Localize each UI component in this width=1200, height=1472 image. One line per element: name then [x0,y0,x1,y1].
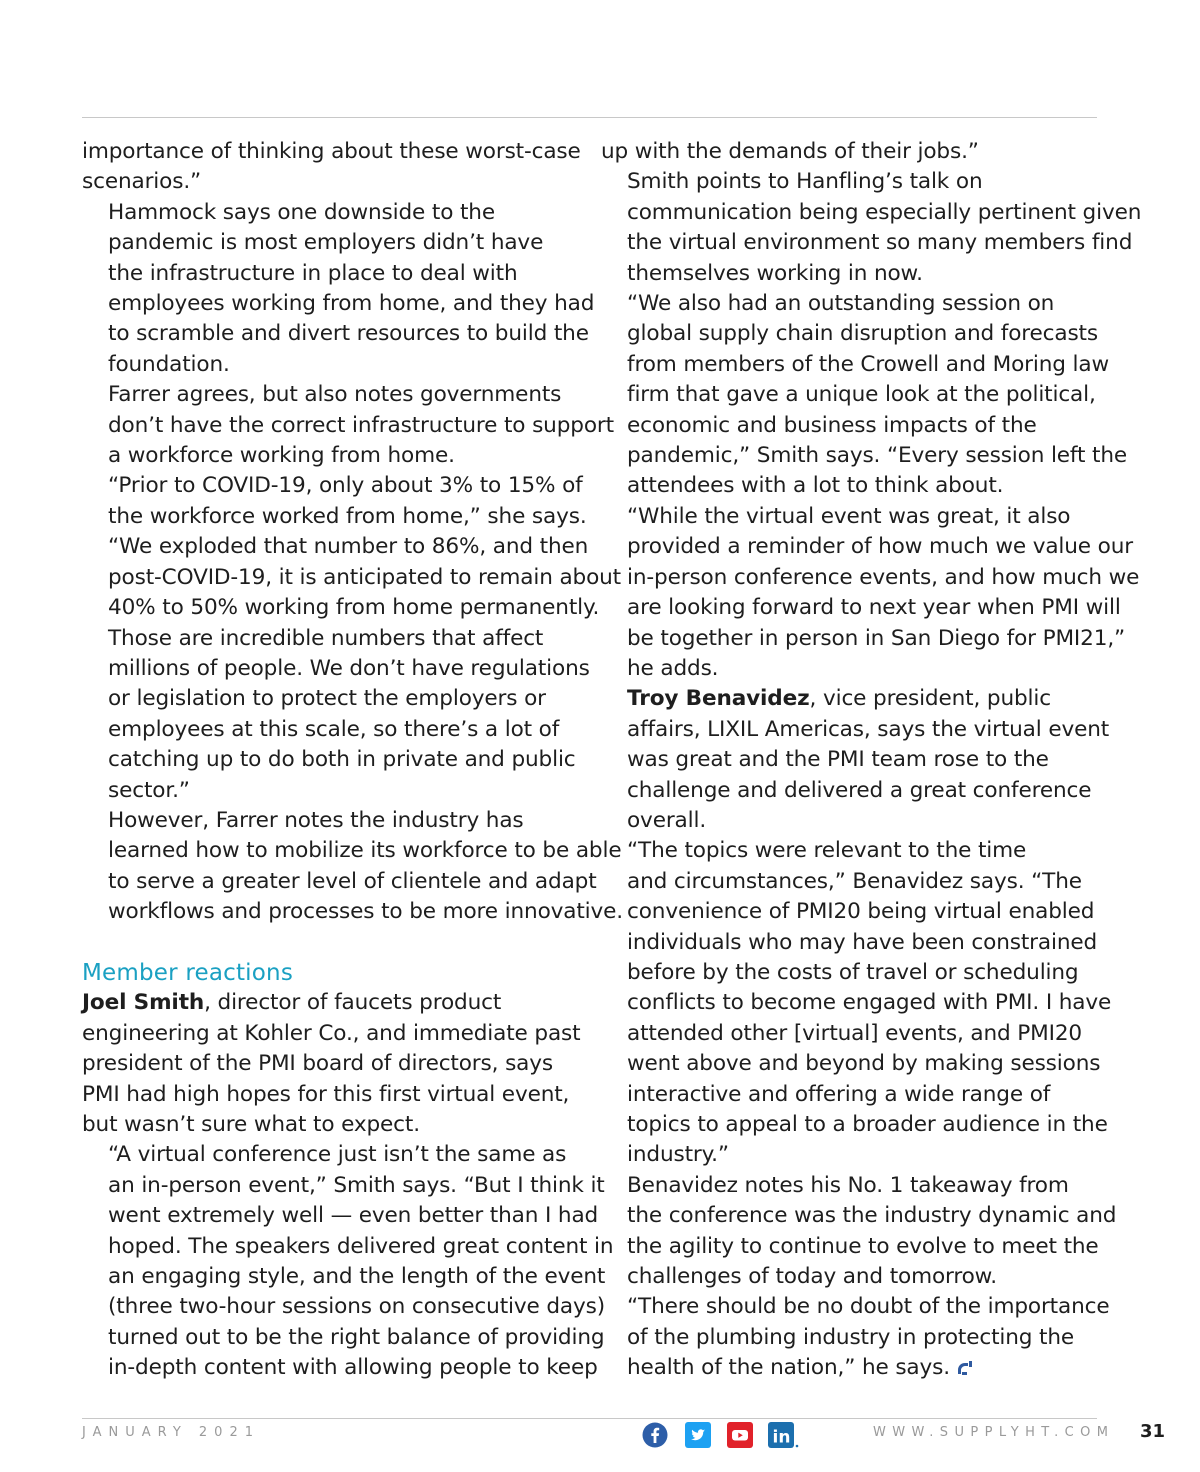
text-line: millions of people. We don’t have regulations [108,655,590,681]
person-name: Troy Benavidez [627,686,810,712]
paragraph [601,502,1140,684]
text-line-content: health of the nation,” he says. [627,1355,950,1381]
paragraph [601,1292,1110,1383]
text-line: importance of thinking about these worst-case [82,139,581,164]
text-line: affairs, LIXIL Americas, says the virtual event [627,716,1110,742]
text-line: turned out to be the right balance of providing [108,1324,605,1350]
text-line: don’t have the correct infrastructure to support [108,412,614,438]
text-line: sector.” [108,777,190,803]
text-line: communication being especially pertinent given [627,199,1142,225]
text-line: in-person conference events, and how much we [627,564,1140,590]
text-line: Benavidez notes his No. 1 takeaway from [627,1172,1069,1198]
text-line: was great and the PMI team rose to the [627,747,1049,773]
text-line: PMI had high hopes for this first virtual event, [82,1081,570,1107]
text-line: pandemic,” Smith says. “Every session left the [627,443,1128,469]
paragraph [82,380,614,471]
text-line: he adds. [627,655,719,681]
paragraph [82,471,622,805]
text-line: from members of the Crowell and Moring law [627,351,1109,377]
linkedin-icon[interactable] [768,1422,800,1448]
text-line: industry.” [627,1142,729,1168]
text-line: the agility to continue to evolve to meet the [627,1233,1099,1259]
paragraph [82,198,594,380]
text-line: Those are incredible numbers that affect [108,625,544,651]
text-line: scenarios.” [82,169,202,195]
text-line: engineering at Kohler Co., and immediate past [82,1020,581,1046]
text-line: the conference was the industry dynamic and [627,1203,1117,1229]
text-line: an in-person event,” Smith says. “But I think it [108,1172,605,1198]
paragraph [601,1171,1117,1293]
text-line: attended other [virtual] events, and PMI20 [627,1020,1083,1046]
text-line: (three two-hour sessions on consecutive days) [108,1294,605,1320]
text-line: “Prior to COVID-19, only about 3% to 15% of [108,473,583,499]
text-line: the workforce worked from home,” she says. [108,503,587,529]
twitter-icon[interactable] [685,1422,711,1448]
paragraph [601,167,1142,289]
text-line: “A virtual conference just isn’t the same as [108,1142,567,1168]
text-line: hoped. The speakers delivered great content in [108,1233,614,1259]
text-line: “The topics were relevant to the time [627,838,1027,864]
paragraph: Joel Smith, director of faucets product engineering at Kohler Co., and immediate past president of the PMI board of directors, says PMI had high hopes for this first virtual event, but wasn’t sure what to expect. [82,988,594,1140]
text-line: challenges of today and tomorrow. [627,1264,997,1290]
left-column [82,137,623,1384]
person-name: Joel Smith [82,990,205,1016]
text-line: catching up to do both in private and public [108,747,576,773]
svg-text:in: in [772,1427,791,1448]
text-line: to scramble and divert resources to build the [108,321,589,347]
text-line: firm that gave a unique look at the political, [627,382,1096,408]
paragraph: Troy Benavidez, vice president, public affairs, LIXIL Americas, says the virtual event was great and the PMI team rose to the challenge and delivered a great conference overall. [601,684,1101,836]
paragraph [82,1140,614,1383]
text-line: themselves working in now. [627,260,923,286]
text-line: topics to appeal to a broader audience in the [627,1112,1108,1137]
text-line: individuals who may have been constrained [627,929,1098,955]
issue-date: JANUARY 2021 [82,1425,260,1440]
text-line: employees at this scale, so there’s a lot of [108,716,560,742]
paragraph [601,137,1101,167]
text-line: or legislation to protect the employers or [108,686,546,712]
text-line: employees working from home, and they had [108,291,595,317]
text-line: be together in person in San Diego for PMI21,” [627,625,1126,651]
section-heading: Member reactions [82,959,293,986]
end-of-article-icon [956,1360,974,1376]
text-line: workflows and processes to be more innovative. [108,899,623,925]
spacer [82,928,594,958]
right-column [601,137,1142,1384]
text-line: foundation. [108,351,230,377]
text-line: economic and business impacts of the [627,412,1037,438]
text-line: went extremely well — even better than I had [108,1203,599,1229]
text-line: Smith points to Hanfling’s talk on [627,169,983,195]
text-line: “While the virtual event was great, it also [627,503,1071,529]
paragraph [82,806,623,928]
text-line: the virtual environment so many members find [627,230,1133,256]
text-line: in-depth content with allowing people to keep [108,1355,598,1381]
website-url[interactable]: WWW.SUPPLYHT.COM [873,1425,1115,1440]
text-line: president of the PMI board of directors, says [82,1051,553,1077]
text-line: global supply chain disruption and forecasts [627,321,1098,347]
text-line: the infrastructure in place to deal with [108,260,518,286]
facebook-icon[interactable] [642,1422,668,1448]
text-line: before by the costs of travel or scheduling [627,959,1079,985]
page-number: 31 [1140,1421,1166,1442]
text-line: attendees with a lot to think about. [627,473,1004,499]
paragraph [82,137,594,198]
paragraph [601,836,1112,1170]
text-line: Hammock says one downside to the [108,199,495,225]
text-line: but wasn’t sure what to expect. [82,1111,420,1137]
text-line: provided a reminder of how much we value our [627,534,1133,560]
bottom-rule [82,1418,1097,1419]
text-line: post-COVID-19, it is anticipated to remain about [108,564,622,590]
text-line: 40% to 50% working from home permanently. [108,595,600,621]
text-line: pandemic is most employers didn’t have [108,230,544,256]
text-line: “We also had an outstanding session on [627,291,1055,317]
text-line: an engaging style, and the length of the event [108,1264,606,1290]
text-line: convenience of PMI20 being virtual enabled [627,899,1095,925]
text-line: interactive and offering a wide range of [627,1081,1051,1107]
text-line: Farrer agrees, but also notes governments [108,382,562,408]
text-line: a workforce working from home. [108,443,455,469]
text-line: are looking forward to next year when PMI will [627,595,1121,621]
text-line: and circumstances,” Benavidez says. “The [627,868,1082,894]
text-line [601,1353,1101,1383]
text-line: challenge and delivered a great conference [627,777,1092,803]
text-line: of the plumbing industry in protecting the [627,1324,1075,1350]
text-line: “There should be no doubt of the importance [627,1294,1110,1320]
text-line: conflicts to become engaged with PMI. I have [627,990,1112,1016]
paragraph [601,289,1128,502]
text-line: to serve a greater level of clientele and adapt [108,868,597,894]
text-line: overall. [627,807,707,833]
text-line: learned how to mobilize its workforce to be able [108,838,622,864]
youtube-icon[interactable] [727,1422,753,1448]
text-line: went above and beyond by making sessions [627,1051,1101,1077]
top-rule [82,117,1097,118]
text-line: However, Farrer notes the industry has [108,807,524,833]
text-line: up with the demands of their jobs.” [601,139,979,164]
text-line: “We exploded that number to 86%, and then [108,534,589,560]
